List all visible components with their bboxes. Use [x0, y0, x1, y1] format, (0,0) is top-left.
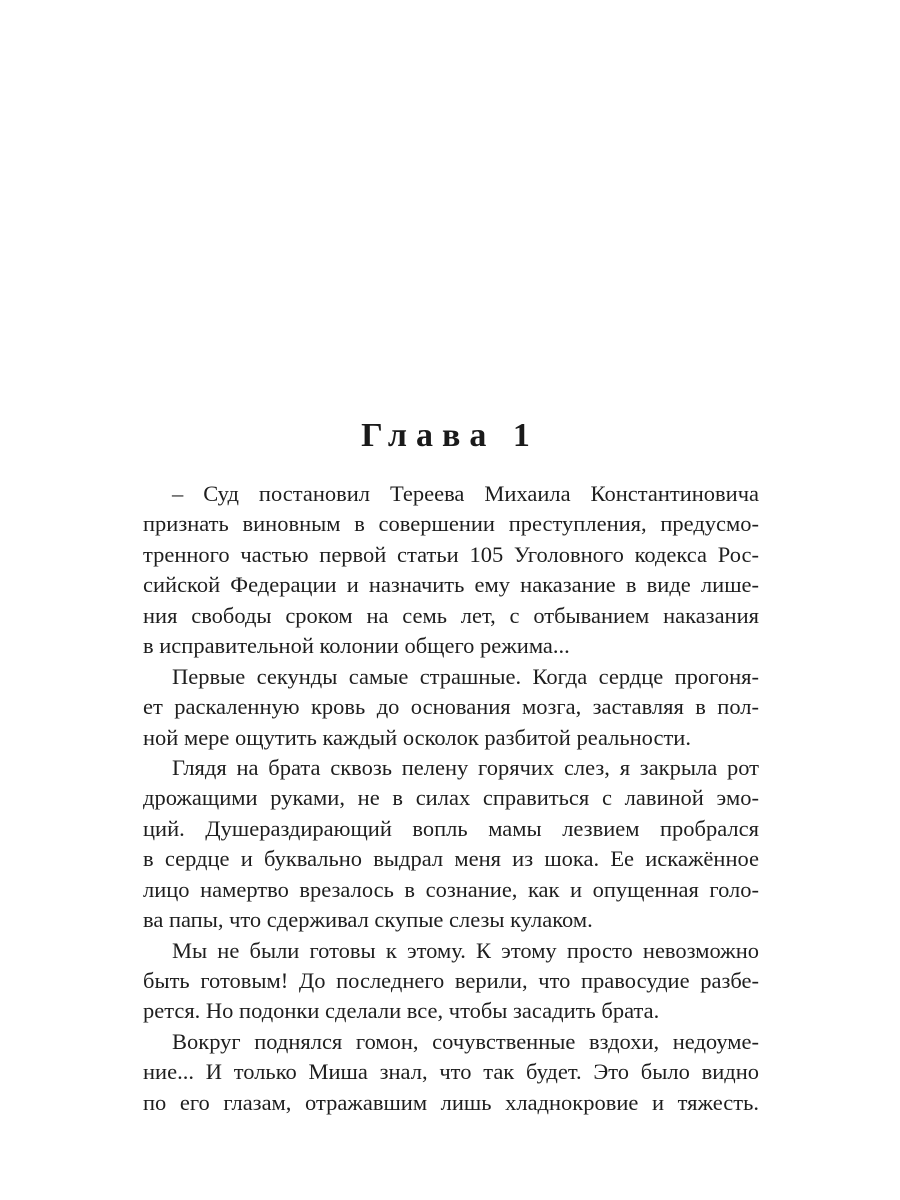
paragraph-3-line-6: ва папы, что сдерживал скупые слезы кулаком. [143, 907, 593, 933]
chapter-text [143, 479, 759, 1118]
paragraph-3-line-3: ций. Душераздирающий вопль мамы лезвием пробрался [143, 815, 759, 841]
paragraph-5-line-2: ние... И только Миша знал, что так будет. Это было видно [143, 1059, 759, 1085]
paragraph-2-line-1: Первые секунды самые страшные. Когда сердце прогоня- [172, 663, 759, 689]
paragraph-2-line-2: ет раскаленную кровь до основания мозга, заставляя в пол- [143, 694, 759, 720]
paragraph-1-line-6: в исправительной колонии общего режима... [143, 633, 570, 659]
paragraph-3-line-5: лицо намертво врезалось в сознание, как и опущенная голо- [143, 876, 759, 902]
paragraph-3-line-2: дрожащими руками, не в силах справиться с лавиной эмо- [143, 785, 759, 811]
paragraph-3-line-1: Глядя на брата сквозь пелену горячих слез, я закрыла рот [172, 754, 759, 780]
paragraph-5-line-1: Вокруг поднялся гомон, сочувственные вздохи, недоуме- [172, 1028, 759, 1054]
paragraph-1-line-3: тренного частью первой статьи 105 Уголовного кодекса Рос- [143, 541, 759, 567]
paragraph-4-line-3: рется. Но подонки сделали все, чтобы засадить брата. [143, 998, 660, 1024]
paragraph-1-line-2: признать виновным в совершении преступления, предусмо- [143, 511, 759, 537]
paragraph-2-line-3: ной мере ощутить каждый осколок разбитой реальности. [143, 724, 691, 750]
paragraph-5-line-3: по его глазам, отражавшим лишь хладнокровие и тяжесть. [143, 1089, 759, 1115]
paragraph-1-line-5: ния свободы сроком на семь лет, с отбыванием наказания [143, 602, 759, 628]
paragraph-1-line-1: – Суд постановил Тереева Михаила Константиновича [172, 481, 759, 506]
paragraph-1-line-4: сийской Федерации и назначить ему наказание в виде лише- [143, 572, 759, 598]
paragraph-3-line-4: в сердце и буквально выдрал меня из шока. Ее искажённое [143, 846, 759, 872]
paragraph-4-line-2: быть готовым! До последнего верили, что правосудие разбе- [143, 968, 759, 993]
chapter-title: Глава 1 [361, 417, 539, 454]
paragraph-4-line-1: Мы не были готовы к этому. К этому просто невозможно [172, 937, 759, 963]
